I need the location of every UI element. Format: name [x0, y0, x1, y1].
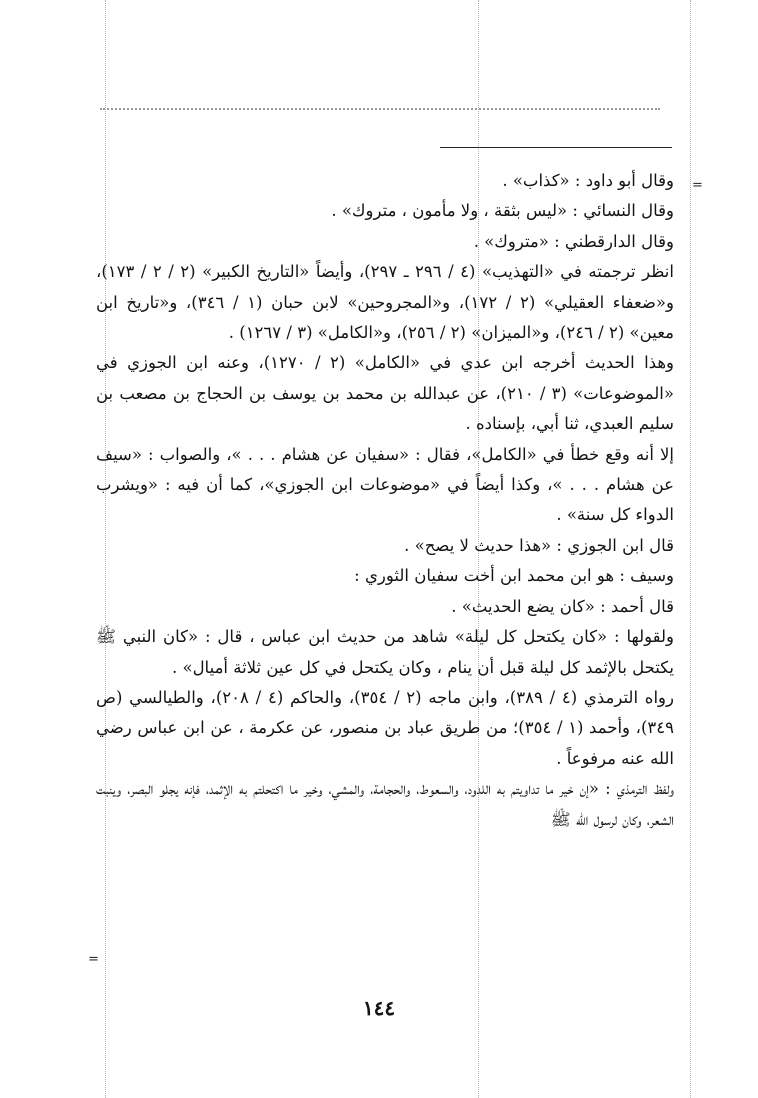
- paragraph: انظر ترجمته في «التهذيب» (٤ / ٢٩٦ ـ ٢٩٧)، وأيضاً «التاريخ الكبير» (٢ / ٢ / ١٧٣)، و«ضعفاء العقيلي» (٢ / ١٧٢)، و«المجروحين» لابن حبان (١ / ٣٤٦)، و«تاريخ ابن معين» (٢ / ٢٤٦)، و«الميزان» (٢ / ٢٥٦)، و«الكامل» (٣ / ١٢٦٧) .: [96, 262, 674, 343]
- paragraph: وهذا الحديث أخرجه ابن عدي في «الكامل» (٢ / ١٢٧٠)، وعنه ابن الجوزي في «الموضوعات» (٣ / ٢١٠)، عن عبدالله بن محمد بن يوسف بن الحجاج بن مصعب بن سليم العبدي، ثنا أبي، بإسناده .: [96, 353, 674, 434]
- paragraph: قال أحمد : «كان يضع الحديث» .: [451, 596, 674, 616]
- header-divider: [440, 147, 672, 148]
- paragraph: ولفظ الترمذي : «إن خير ما تداويتم به اللدود، والسعوط، والحجامة، والمشي، وخير ما اكتحلتم به الإثمد، فإنه يجلو البصر، وينبت الشعر، وكان لرسول الله ﷺ: [96, 779, 674, 829]
- paragraph: وقال النسائي : «ليس بثقة ، ولا مأمون ، متروك» .: [331, 201, 674, 221]
- paragraph: وقال أبو داود : «كذاب» .: [502, 171, 674, 190]
- top-dotted-rule: [100, 108, 660, 110]
- fold-line-right: [690, 0, 691, 1098]
- paragraph: إلا أنه وقع خطأ في «الكامل»، فقال : «سفيان عن هشام . . . »، والصواب : «سيف عن هشام . . . »، وكذا أيضاً في «موضوعات ابن الجوزي»، كما أن فيه : «ويشرب الدواء كل سنة» .: [96, 444, 674, 525]
- page-number: ١٤٤: [362, 996, 396, 1020]
- margin-mark-bottom: =: [88, 952, 99, 967]
- paragraph: رواه الترمذي (٤ / ٣٨٩)، وابن ماجه (٢ / ٣٥٤)، والحاكم (٤ / ٢٠٨)، والطيالسي (ص ٣٤٩)، وأحمد (١ / ٣٥٤)؛ من طريق عباد بن منصور، عن عكرمة ، عن ابن عباس رضي الله عنه مرفوعاً .: [96, 687, 674, 768]
- margin-mark-top: =: [692, 178, 703, 193]
- paragraph: ولقولها : «كان يكتحل كل ليلة» شاهد من حديث ابن عباس ، قال : «كان النبي ﷺ يكتحل بالإثمد كل ليلة قبل أن ينام ، وكان يكتحل في كل عين ثلاثة أميال» .: [96, 627, 674, 677]
- paragraph: وسيف : هو ابن محمد ابن أخت سفيان الثوري :: [354, 566, 674, 586]
- page-body: [96, 166, 674, 835]
- paragraph: قال ابن الجوزي : «هذا حديث لا يصح» .: [404, 535, 674, 555]
- paragraph: وقال الدارقطني : «متروك» .: [473, 231, 674, 251]
